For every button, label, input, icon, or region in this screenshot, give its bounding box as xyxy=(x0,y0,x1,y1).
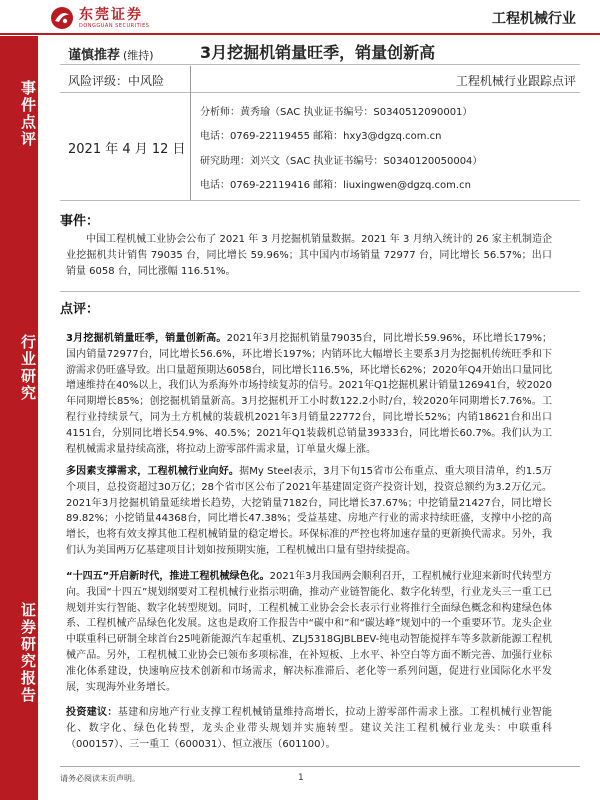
header-divider xyxy=(0,33,600,35)
rating-note: (维持) xyxy=(123,49,154,62)
review-p1-lead: 3月挖掘机销量旺季，销量创新高。 xyxy=(66,333,227,344)
review-paragraph-2 xyxy=(66,464,552,559)
review-p2-lead: 多因素支撑需求，工程机械行业向好。 xyxy=(66,466,240,477)
review-p3-lead: “十四五”开启新时代，推进工程机械绿色化。 xyxy=(66,571,270,582)
review-p3-text: 2021年3月我国两会顺利召开，工程机械行业迎来新时代转型方向。我国“十四五”规划纲要对工程机械行业指示明确，推动产业链智能化、数字化转型，行业龙头三一重工已规划并实行智能、数字化转型规划。同时，工程机械工业协会会长表示行业将推行全面绿色概念和构建绿色体系、工程机械产品绿色化发展。这也是政府工作报告中“碳中和”和“碳达峰”规划中的一个重要环节。龙头企业中联重科已研制全球首台25吨新能源汽车起重机、ZLJ5318GJBLBEV-纯电动智能搅拌车等多款新能源工程机械产品。另外，工程机械工业协会已领布多项标准，在补短板、上水平、补空白等方面不断完善、加强行业标准化体系建设，快速响应技术创新和市场需求，解决标准滞后、老化等一系列问题，促进行业国际化水平发展，实现海外业务增长。 xyxy=(66,571,552,693)
assistant-info: 研究助理：刘兴文（SAC 执业证书编号：S0340120050004） xyxy=(200,156,483,167)
risk-level: 风险评级：中风险 xyxy=(68,74,165,88)
report-date: 2021 年 4 月 12 日 xyxy=(68,142,186,157)
industry-label: 工程机械行业 xyxy=(492,11,576,27)
logo-name-en: DONGGUAN SECURITIES xyxy=(79,22,150,29)
event-divider xyxy=(60,291,580,292)
assistant-contact: 电话：0769-22119416 邮箱：liuxingwen@dgzq.com.cn xyxy=(200,180,471,191)
page-number: 1 xyxy=(298,773,304,783)
sidebar-section-industry-research: 行业研究 xyxy=(19,334,37,402)
event-heading: 事件： xyxy=(60,214,100,229)
footer-divider xyxy=(60,766,580,767)
review-p1-text: 2021年3月挖掘机销量79035台，同比增长59.96%，环比增长179%；国内销量72977台，同比增长56.6%，环比增长197%；内销环比大幅增长主要系3月为挖掘机传统旺季和下游需求仍旺盛导致。出口量超预期达6058台，同比增长116.5%，环比增长62%；2020年Q4开始出口量同比增速维持在40%以上，我们认为系海外市场持续复苏的信号。2021年Q1挖掘机累计销量126941台，较2020年同期增长85%；创挖掘机销量新高。3月挖掘机开工小时数122.2小时/台，较2020年同期增长7.76%。工程行业持续景气，同为土方机械的装载机2021年3月销量22772台，同比增长52%；内销18621台和出口4151台，分别同比增长54.9%、40.5%；2021年Q1装载机总销量39333台，同比增长60.7%。我们认为工程机械需求量持续高涨，将拉动上游零部件需求量，订单量火爆上涨。 xyxy=(66,333,552,455)
review-paragraph-4 xyxy=(66,705,552,752)
sidebar-section-securities-report: 证券研究报告 xyxy=(19,602,37,704)
logo-emblem-icon xyxy=(50,6,74,30)
title-divider xyxy=(60,64,580,65)
footer-disclaimer: 请务必阅读末页声明。 xyxy=(60,774,140,783)
meta-divider xyxy=(60,92,580,93)
meta-vertical-divider xyxy=(190,66,191,200)
review-p4-text: 基建和房地产行业支撑工程机械销量维持高增长，拉动上游零部件需求上涨。工程机械行业智能化、数字化、绿色化转型，龙头企业带头规划并实施转型。建议关注工程机械行业龙头：中联重科（000157）、三一重工（600031）、恒立液压（601100）。 xyxy=(66,707,553,750)
report-title: 3月挖掘机销量旺季，销量创新高 xyxy=(200,43,436,62)
review-heading: 点评： xyxy=(60,302,100,317)
logo-name-cn: 东莞证券 xyxy=(79,6,143,23)
left-sidebar xyxy=(0,36,38,800)
analyst-info: 分析师：黄秀瑜（SAC 执业证书编号：S0340512090001） xyxy=(200,107,473,118)
review-p4-lead: 投资建议： xyxy=(66,707,118,718)
analyst-contact: 电话：0769-22119455 邮箱：hxy3@dgzq.com.cn xyxy=(200,131,442,142)
meta-bottom-divider xyxy=(60,200,580,201)
rating xyxy=(68,44,154,63)
company-logo xyxy=(50,6,149,30)
rating-value: 谨慎推荐 xyxy=(68,48,121,63)
review-paragraph-1 xyxy=(66,331,552,457)
review-p2-text: 据My Steel表示，3月下旬15省市公布重点、重大项目清单，约1.5万个项目，总投资超过30万亿；28个省市区公布了2021年基建固定资产投资计划，投资总额约为3.2万亿元。2021年3月挖掘机销量延续增长趋势，大挖销量7182台，同比增长37.67%；中挖销量21427台，同比增长89.82%；小挖销量44368台，同比增长47.38%；受益基建、房地产行业的需求持续旺盛，支撑中小挖的高增长，也将有效支撑其他工程机械销量的稳定增长。环保标准的严控也将加速存量的更新换代需求。另外，我们认为美国两万亿基建项目计划如按预期实施，工程机械出口量有望持续提高。 xyxy=(66,466,552,556)
sidebar-section-event-review: 事件点评 xyxy=(19,80,37,148)
event-paragraph: 中国工程机械工业协会公布了 2021 年 3 月挖掘机销量数据。2021 年 3 月纳入统计的 26 家主机制造企业挖掘机共计销售 79035 台，同比增长 59.96%；其中国内市场销量 72977 台，同比增长 56.57%；出口销量 6058 台，同比涨幅 116.51%。 xyxy=(66,234,552,277)
report-type: 工程机械行业跟踪点评 xyxy=(455,74,576,88)
review-paragraph-3 xyxy=(66,569,552,695)
